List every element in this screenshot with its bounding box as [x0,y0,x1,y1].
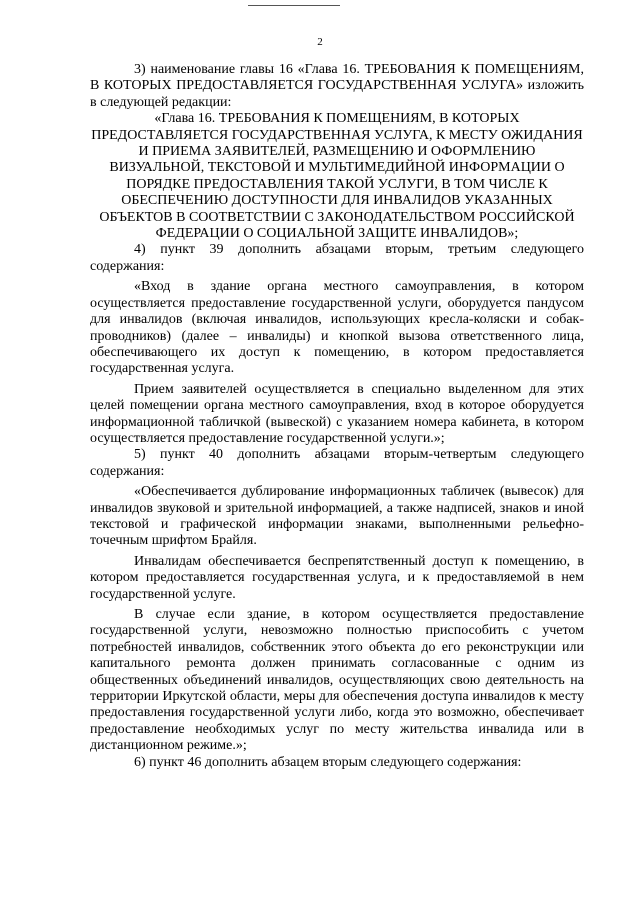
paragraph-access: Инвалидам обеспечивается беспрепятственный доступ к помещению, в котором предоставляется государственная услуга, и к предоставляемой в нем государственной услуге. [90,553,584,602]
chapter-16-title: «Глава 16. ТРЕБОВАНИЯ К ПОМЕЩЕНИЯМ, В КОТОРЫХ ПРЕДОСТАВЛЯЕТСЯ ГОСУДАРСТВЕННАЯ УСЛУГА, К МЕСТУ ОЖИДАНИЯ И ПРИЕМА ЗАЯВИТЕЛЕЙ, РАЗМЕЩЕНИЮ И ОФОРМЛЕНИЮ ВИЗУАЛЬНОЙ, ТЕКСТОВОЙ И МУЛЬТИМЕДИЙНОЙ ИНФОРМАЦИИ О ПОРЯДКЕ ПРЕДОСТАВЛЕНИЯ ТАКОЙ УСЛУГИ, В ТОМ ЧИСЛЕ К ОБЕСПЕЧЕНИЮ ДОСТУПНОСТИ ДЛЯ ИНВАЛИДОВ УКАЗАННЫХ ОБЪЕКТОВ В СООТВЕТСТВИИ С ЗАКОНОДАТЕЛЬСТВОМ РОССИЙСКОЙ ФЕДЕРАЦИИ О СОЦИАЛЬНОЙ ЗАЩИТЕ ИНВАЛИДОВ»; [91,111,583,242]
header-rule [248,5,340,6]
document-body [90,62,584,771]
paragraph-reconstruction: В случае если здание, в котором осуществляется предоставление государственной услуги, невозможно полностью приспособить с учетом потребностей инвалидов, собственник этого объекта до его реконструкции или капитального ремонта должен принимать согласованные с одним из общественных объединений инвалидов, осуществляющих свою деятельность на территории Иркутской области, меры для обеспечения доступа инвалидов к месту предоставления государственной услуги либо, когда это возможно, обеспечивает предоставление необходимых услуг по месту жительства инвалида или в дистанционном режиме.»; [90,607,584,754]
paragraph-entrance: «Вход в здание органа местного самоуправления, в котором осуществляется предоставление государственной услуги, оборудуется пандусом для инвалидов (включая инвалидов, использующих кресла-коляски и собак-проводников) (далее – инвалиды) и кнопкой вызова ответственного лица, обеспечивающего их доступ к помещению, в котором предоставляется государственная услуга. [90,279,584,377]
paragraph-item-5: 5) пункт 40 дополнить абзацами вторым-четвертым следующего содержания: [90,447,584,479]
page-number: 2 [317,36,323,48]
paragraph-reception: Прием заявителей осуществляется в специально выделенном для этих целей помещении органа местного самоуправления, вход в которое оборудуется информационной табличкой (вывеской) с указанием номера кабинета, в котором осуществляется предоставление государственной услуги.»; [90,381,584,446]
paragraph-item-6: 6) пункт 46 дополнить абзацем вторым следующего содержания: [134,754,522,770]
paragraph-braille: «Обеспечивается дублирование информационных табличек (вывесок) для инвалидов звуковой и зрительной информацией, а также надписей, знаков и иной текстовой и графической информации знаками, выполненными рельефно-точечным шрифтом Брайля. [90,484,584,549]
paragraph-item-3: 3) наименование главы 16 «Глава 16. ТРЕБОВАНИЯ К ПОМЕЩЕНИЯМ, В КОТОРЫХ ПРЕДОСТАВЛЯЕТСЯ ГОСУДАРСТВЕННАЯ УСЛУГА» изложить в следующей редакции: [90,62,584,110]
paragraph-item-4: 4) пункт 39 дополнить абзацами вторым, третьим следующего содержания: [90,242,584,274]
